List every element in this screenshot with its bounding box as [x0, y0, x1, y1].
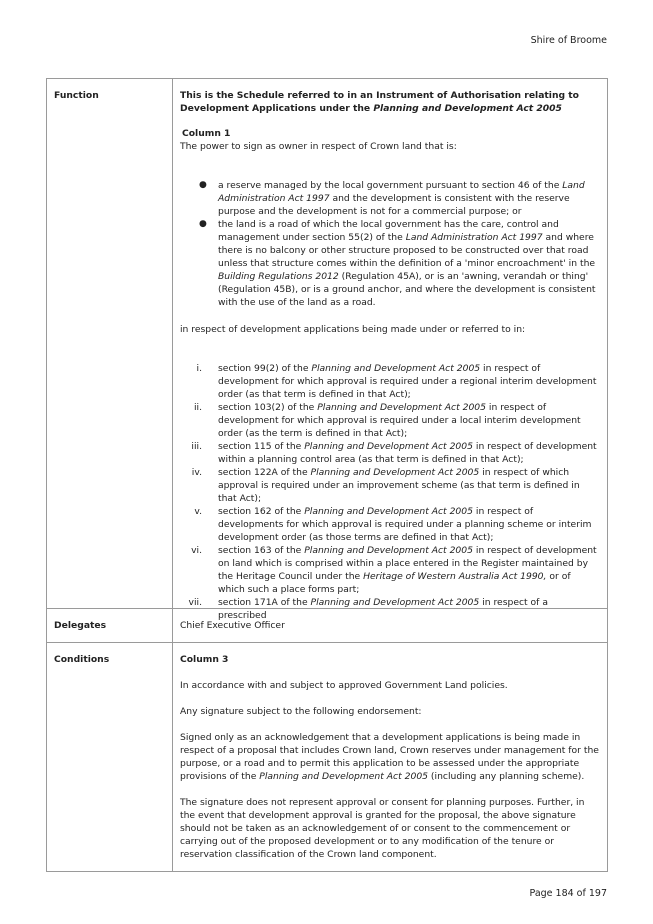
schedule-table — [46, 78, 608, 872]
list-item: v. section 162 of the Planning and Development Act 2005 in respect of developments for which approval is required under a planning scheme or interim development order (as those terms are defined in that Act); — [194, 506, 592, 543]
bullet-icon: ● — [199, 180, 207, 190]
sections-list — [180, 362, 599, 622]
column-3-heading: Column 3 — [180, 654, 229, 665]
conditions-content — [173, 653, 607, 871]
list-item: ● the land is a road of which the local government has the care, control and management under section 55(2) of the Land Administration Act 1997 and where there is no balcony or other structure proposed to be constructed over that road unless that structure comes within the definition of a 'minor encroachment' in the Building Regulations 2012 (Regulation 45A), or is an 'awning, verandah or thing' (Regulation 45B), or is a ground anchor, and where the development is consistent with the use of the land as a road. — [199, 219, 596, 308]
conditions-para-2: Any signature subject to the following endorsement: — [180, 706, 422, 717]
conditions-para-4: The signature does not represent approval or consent for planning purposes. Further, in the event that development approval is granted for the proposal, the above signature should not be taken as an acknowledgement of or consent to the commencement or carrying out of the proposed development or to any modification of the tenure or reservation classification of the Crown land component. — [180, 797, 585, 860]
list-item: vii. section 171A of the Planning and Development Act 2005 in respect of a prescribed — [188, 597, 548, 621]
list-item: i. section 99(2) of the Planning and Development Act 2005 in respect of development for which approval is required under a regional interim development order (as that term is defined in that Act); — [196, 363, 597, 400]
page-number: Page 184 of 197 — [529, 888, 607, 899]
schedule-title: This is the Schedule referred to in an Instrument of Authorisation relating to Development Applications under the Planning and Development Act 2005 — [180, 90, 579, 114]
list-item: ● a reserve managed by the local government pursuant to section 46 of the Land Administration Act 1997 and the development is consistent with the reserve purpose and the development is not for a commercial purpose; or — [199, 180, 585, 217]
conditions-row — [47, 643, 608, 872]
delegates-value: Chief Executive Officer — [180, 620, 285, 631]
function-content — [173, 79, 607, 621]
function-label: Function — [54, 90, 99, 101]
list-item: vi. section 163 of the Planning and Development Act 2005 in respect of development on land which is comprised within a place entered in the Register maintained by the Heritage Council under the Heritage of Western Australia Act 1990, or of which such a place forms part; — [191, 545, 597, 595]
conditions-label: Conditions — [54, 654, 110, 665]
list-item: iv. section 122A of the Planning and Development Act 2005 in respect of which approval is required under an improvement scheme (as that term is defined in that Act); — [191, 467, 580, 504]
list-item: ii. section 103(2) of the Planning and Development Act 2005 in respect of development for which approval is required under a local interim development order (as the term is defined in that Act); — [193, 402, 581, 439]
column-1-heading: Column 1 — [182, 128, 231, 139]
bullet-icon: ● — [199, 219, 207, 229]
page-header-organisation: Shire of Broome — [530, 35, 607, 46]
conditions-para-3: Signed only as an acknowledgement that a development applications is being made in respect of a proposal that includes Crown land, Crown reserves under management for the purpose, or a road and to permit this application to be assessed under the appropriate provisions of the Planning and Development Act 2005 (including any planning scheme). — [180, 732, 599, 782]
function-row — [47, 79, 608, 609]
crown-land-list — [180, 179, 599, 309]
list-item: iii. section 115 of the Planning and Development Act 2005 in respect of development within a planning control area (as that term is defined in that Act); — [191, 441, 597, 465]
delegates-label: Delegates — [54, 620, 107, 631]
in-respect-text: in respect of development applications being made under or referred to in: — [180, 324, 526, 335]
function-intro: The power to sign as owner in respect of Crown land that is: — [180, 141, 457, 152]
conditions-para-1: In accordance with and subject to approved Government Land policies. — [180, 680, 508, 691]
